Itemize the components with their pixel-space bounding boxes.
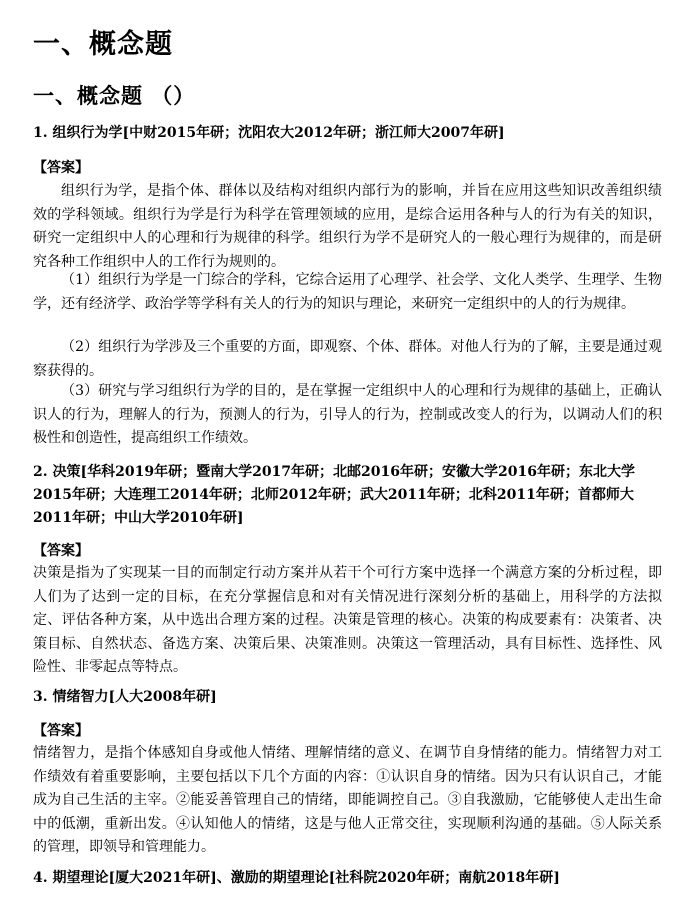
question-heading: 4. 期望理论[厦大2021年研]、激励的期望理论[社科院2020年研；南航2018年研] [33,870,560,886]
answer-label: 【答案】 [33,723,89,739]
answer-paragraph: 情绪智力，是指个体感知自身或他人情绪、理解情绪的意义、在调节自身情绪的能力。情绪智力对工作绩效有着重要影响，主要包括以下几个方面的内容：①认识自身的情绪。因为只有认识自己，才能成为自己生活的主宰。②能妥善管理自己的情绪，即能调控自己。③自我激励，它能够使人走出生命中的低潮，重新出发。④认知他人的情绪，这是与他人正常交往，实现顺利沟通的基础。⑤人际关系的管理，即领导和管理能力。 [33,745,662,855]
answer-paragraph: （1）组织行为学是一门综合的学科，它综合运用了心理学、社会学、文化人类学、生理学、生物学，还有经济学、政治学等学科有关人的行为的知识与理论，来研究一定组织中的人的行为规律。 [33,272,662,312]
section-title: 一、概念题 （） [33,84,196,108]
answer-label: 【答案】 [33,160,89,176]
answer-paragraph: （3）研究与学习组织行为学的目的，是在掌握一定组织中人的心理和行为规律的基础上，正确认识人的行为，理解人的行为，预测人的行为，引导人的行为，控制或改变人的行为，以调动人们的积极性和创造性，提高组织工作绩效。 [33,383,662,446]
question-heading: 3. 情绪智力[人大2008年研] [33,689,217,705]
question-heading: 2. 决策[华科2019年研；暨南大学2017年研；北邮2016年研；安徽大学2016年研；东北大学2015年研；大连理工2014年研；北师2012年研；武大2011年研；北科2011年研；首都师大2011年研；中山大学2010年研] [33,464,635,526]
answer-paragraph: （2）组织行为学涉及三个重要的方面，即观察、个体、群体。对他人行为的了解，主要是通过观察获得的。 [33,339,662,379]
answer-label: 【答案】 [33,543,89,559]
answer-paragraph: 决策是指为了实现某一目的而制定行动方案并从若干个可行方案中选择一个满意方案的分析过程，即人们为了达到一定的目标，在充分掌握信息和对有关情况进行深刻分析的基础上，用科学的方法拟定、评估各种方案，从中选出合理方案的过程。决策是管理的核心。决策的构成要素有：决策者、决策目标、自然状态、备选方案、决策后果、决策准则。决策这一管理活动，具有目标性、选择性、风险性、非零起点等特点。 [33,565,662,675]
answer-paragraph: 组织行为学，是指个体、群体以及结构对组织内部行为的影响，并旨在应用这些知识改善组织绩效的学科领域。组织行为学是行为科学在管理领域的应用，是综合运用各种与人的行为有关的知识，研究一定组织中人的心理和行为规律的科学。组织行为学不是研究人的一般心理行为规律的，而是研究各种工作组织中人的工作行为规则的。 [33,183,662,270]
chapter-title: 一、概念题 [33,29,173,60]
question-heading: 1. 组织行为学[中财2015年研；沈阳农大2012年研；浙江师大2007年研] [33,125,505,141]
